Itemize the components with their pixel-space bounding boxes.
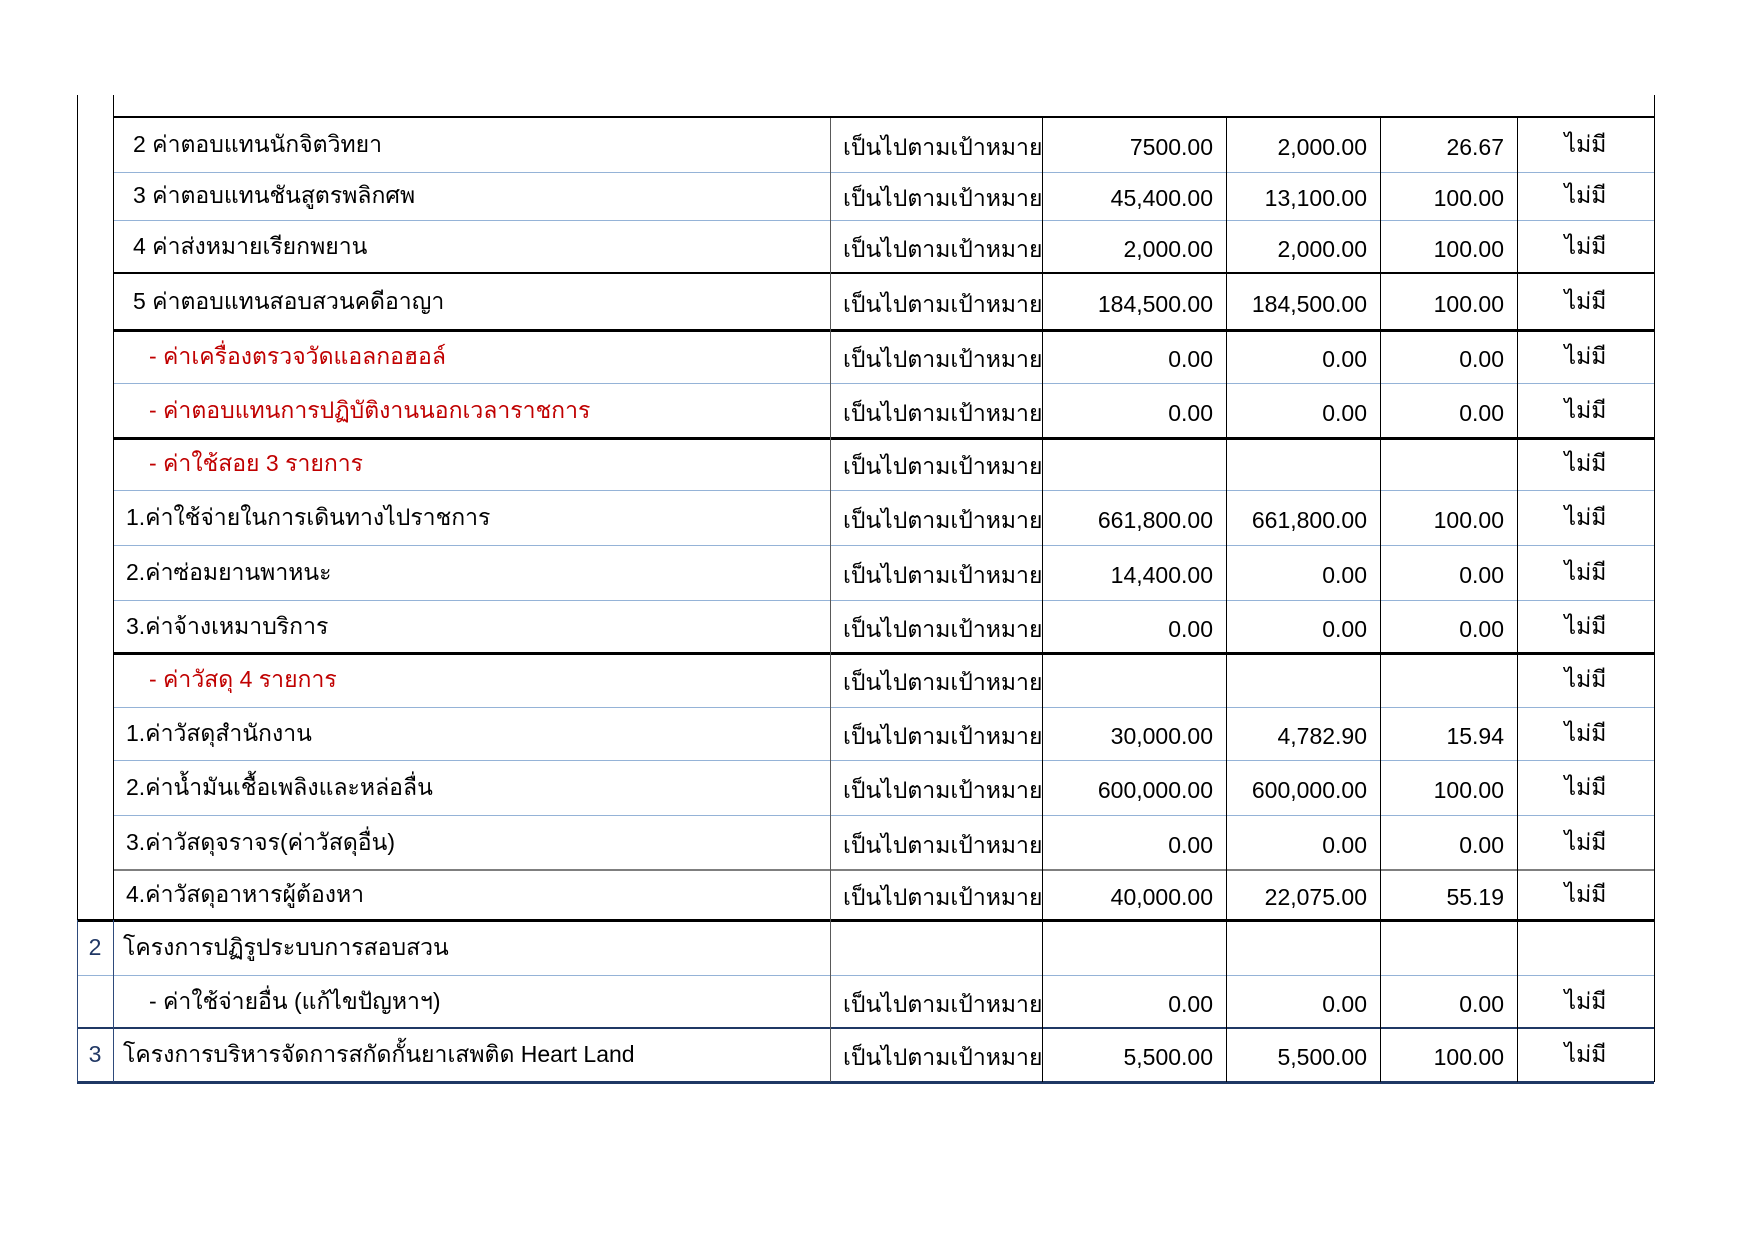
spent-cell: 5,500.00 (1277, 1044, 1367, 1071)
description-cell: - ค่าตอบแทนการปฏิบัติงานนอกเวลาราชการ (149, 396, 591, 423)
row-number-cell (77, 330, 113, 383)
grid-line-h (113, 600, 1654, 601)
description-cell: 2.ค่าน้ำมันเชื้อเพลิงและหล่อลื่น (126, 773, 433, 800)
budget-cell (1042, 920, 1226, 975)
percent-cell: 100.00 (1433, 776, 1504, 803)
note-cell: ไม่มี (1564, 503, 1607, 530)
percent-cell: 100.00 (1433, 1044, 1504, 1071)
grid-line-h (113, 272, 1654, 274)
row-number-cell (77, 118, 113, 172)
description-cell: 2 ค่าตอบแทนนักจิตวิทยา (133, 131, 383, 158)
percent-cell: 55.19 (1446, 884, 1504, 911)
grid-line-h (113, 329, 1654, 332)
spent-cell: 0.00 (1322, 990, 1367, 1017)
row-number-cell (77, 815, 113, 870)
budget-cell: 40,000.00 (1110, 884, 1213, 911)
spent-cell: 0.00 (1322, 831, 1367, 858)
spent-cell: 600,000.00 (1251, 776, 1367, 803)
status-cell: เป็นไปตามเป้าหมาย (843, 776, 1043, 803)
description-cell: 2.ค่าซ่อมยานพาหนะ (126, 558, 332, 585)
row-number-cell (77, 975, 113, 1028)
budget-cell: 0.00 (1168, 399, 1213, 426)
grid-line-h (113, 815, 1654, 816)
percent-cell (1380, 653, 1517, 707)
grid-line-h (113, 869, 1654, 871)
grid-line-h (113, 437, 1654, 440)
percent-cell: 0.00 (1459, 831, 1504, 858)
row-number-cell (77, 653, 113, 707)
percent-cell: 0.00 (1459, 399, 1504, 426)
row-number-cell (77, 600, 113, 653)
budget-cell: 0.00 (1168, 831, 1213, 858)
description-cell: โครงการบริหารจัดการสกัดกั้นยาเสพติด Heart Land (123, 1041, 635, 1068)
budget-cell: 45,400.00 (1110, 185, 1213, 212)
grid-line-h (113, 707, 1654, 708)
note-cell: ไม่มี (1564, 881, 1607, 908)
row-number-cell (77, 273, 113, 330)
percent-cell: 100.00 (1433, 290, 1504, 317)
budget-cell: 661,800.00 (1097, 506, 1213, 533)
description-cell: 5 ค่าตอบแทนสอบสวนคดีอาญา (133, 287, 445, 314)
percent-cell: 0.00 (1459, 990, 1504, 1017)
spent-cell: 0.00 (1322, 399, 1367, 426)
description-cell: 4.ค่าวัสดุอาหารผู้ต้องหา (126, 881, 365, 908)
percent-cell: 0.00 (1459, 345, 1504, 372)
grid-line-h (113, 383, 1654, 384)
row-number-cell: 2 (88, 933, 102, 960)
budget-cell (1042, 653, 1226, 707)
row-number-cell (77, 438, 113, 490)
status-cell: เป็นไปตามเป้าหมาย (843, 399, 1043, 426)
status-cell: เป็นไปตามเป้าหมาย (843, 561, 1043, 588)
grid-line-h (77, 919, 1654, 922)
spent-cell (1226, 653, 1380, 707)
percent-cell: 100.00 (1433, 506, 1504, 533)
budget-cell: 0.00 (1168, 990, 1213, 1017)
status-cell: เป็นไปตามเป้าหมาย (843, 235, 1043, 262)
percent-cell: 15.94 (1446, 722, 1504, 749)
grid-line-h (77, 975, 1654, 976)
row-number-cell (77, 220, 113, 273)
status-cell: เป็นไปตามเป้าหมาย (843, 884, 1043, 911)
note-cell: ไม่มี (1564, 558, 1607, 585)
percent-cell: 100.00 (1433, 185, 1504, 212)
note-cell: ไม่มี (1564, 450, 1607, 477)
row-number-cell: 3 (88, 1041, 102, 1068)
status-cell: เป็นไปตามเป้าหมาย (843, 185, 1043, 212)
grid-line-v (1042, 118, 1043, 1082)
status-cell: เป็นไปตามเป้าหมาย (843, 134, 1043, 161)
spent-cell: 184,500.00 (1251, 290, 1367, 317)
percent-cell: 0.00 (1459, 615, 1504, 642)
grid-line-v (1517, 118, 1518, 1082)
percent-cell: 100.00 (1433, 235, 1504, 262)
grid-line-v (113, 95, 114, 920)
note-cell (1517, 920, 1654, 975)
spent-cell (1226, 920, 1380, 975)
row-number-cell (77, 545, 113, 600)
note-cell: ไม่มี (1564, 131, 1607, 158)
note-cell: ไม่มี (1564, 612, 1607, 639)
note-cell: ไม่มี (1564, 182, 1607, 209)
budget-cell: 14,400.00 (1110, 561, 1213, 588)
row-number-cell (77, 707, 113, 760)
grid-line-h (77, 1081, 1654, 1084)
row-number-cell (77, 383, 113, 438)
spent-cell: 2,000.00 (1277, 235, 1367, 262)
budget-cell: 2,000.00 (1123, 235, 1213, 262)
description-cell: 3 ค่าตอบแทนชันสูตรพลิกศพ (133, 182, 416, 209)
row-number-cell (77, 870, 113, 920)
spent-cell: 4,782.90 (1277, 722, 1367, 749)
spent-cell (1226, 438, 1380, 490)
spent-cell: 22,075.00 (1264, 884, 1367, 911)
grid-line-v (113, 920, 114, 1082)
note-cell: ไม่มี (1564, 666, 1607, 693)
grid-line-h (113, 172, 1654, 173)
row-number-cell (77, 490, 113, 545)
budget-cell: 5,500.00 (1123, 1044, 1213, 1071)
status-cell: เป็นไปตามเป้าหมาย (843, 290, 1043, 317)
description-cell: - ค่าใช้จ่ายอื่น (แก้ไขปัญหาฯ) (149, 987, 441, 1014)
budget-cell (1042, 438, 1226, 490)
grid-line-v (1226, 118, 1227, 1082)
description-cell: 3.ค่าวัสดุจราจร(ค่าวัสดุอื่น) (126, 828, 395, 855)
budget-cell: 30,000.00 (1110, 722, 1213, 749)
grid-line-v (1380, 118, 1381, 1082)
grid-line-h (77, 1027, 1654, 1029)
status-cell: เป็นไปตามเป้าหมาย (843, 990, 1043, 1017)
status-cell: เป็นไปตามเป้าหมาย (843, 831, 1043, 858)
grid-line-h (113, 652, 1654, 655)
status-cell: เป็นไปตามเป้าหมาย (843, 345, 1043, 372)
status-cell: เป็นไปตามเป้าหมาย (843, 1044, 1043, 1071)
grid-line-v (77, 95, 78, 920)
note-cell: ไม่มี (1564, 719, 1607, 746)
description-cell: 1.ค่าวัสดุสำนักงาน (126, 719, 312, 746)
note-cell: ไม่มี (1564, 396, 1607, 423)
grid-line-h (113, 116, 1654, 118)
grid-line-v (77, 920, 78, 1082)
note-cell: ไม่มี (1564, 1041, 1607, 1068)
spent-cell: 0.00 (1322, 615, 1367, 642)
status-cell: เป็นไปตามเป้าหมาย (843, 506, 1043, 533)
note-cell: ไม่มี (1564, 232, 1607, 259)
grid-line-h (113, 545, 1654, 546)
spent-cell: 0.00 (1322, 561, 1367, 588)
description-cell: โครงการปฏิรูประบบการสอบสวน (123, 933, 449, 960)
budget-cell: 184,500.00 (1097, 290, 1213, 317)
budget-cell: 7500.00 (1129, 134, 1213, 161)
percent-cell (1380, 438, 1517, 490)
note-cell: ไม่มี (1564, 828, 1607, 855)
description-cell: - ค่าใช้สอย 3 รายการ (149, 450, 364, 477)
budget-cell: 0.00 (1168, 345, 1213, 372)
spent-cell: 661,800.00 (1251, 506, 1367, 533)
status-cell (830, 920, 1042, 975)
note-cell: ไม่มี (1564, 987, 1607, 1014)
description-cell: 4 ค่าส่งหมายเรียกพยาน (133, 232, 368, 259)
note-cell: ไม่มี (1564, 773, 1607, 800)
status-cell: เป็นไปตามเป้าหมาย (843, 669, 1043, 696)
budget-cell: 0.00 (1168, 615, 1213, 642)
grid-line-h (113, 760, 1654, 761)
description-cell: 1.ค่าใช้จ่ายในการเดินทางไปราชการ (126, 503, 491, 530)
status-cell: เป็นไปตามเป้าหมาย (843, 615, 1043, 642)
note-cell: ไม่มี (1564, 342, 1607, 369)
status-cell: เป็นไปตามเป้าหมาย (843, 722, 1043, 749)
description-cell: 3.ค่าจ้างเหมาบริการ (126, 612, 329, 639)
percent-cell: 0.00 (1459, 561, 1504, 588)
grid-line-h (113, 490, 1654, 491)
percent-cell (1380, 920, 1517, 975)
spent-cell: 0.00 (1322, 345, 1367, 372)
status-cell: เป็นไปตามเป้าหมาย (843, 453, 1043, 480)
grid-line-v (1654, 95, 1655, 1082)
row-number-cell (77, 172, 113, 220)
grid-line-v (830, 118, 831, 1082)
budget-cell: 600,000.00 (1097, 776, 1213, 803)
grid-line-h (113, 220, 1654, 221)
spent-cell: 13,100.00 (1264, 185, 1367, 212)
percent-cell: 26.67 (1446, 134, 1504, 161)
note-cell: ไม่มี (1564, 287, 1607, 314)
row-number-cell (77, 760, 113, 815)
description-cell: - ค่าวัสดุ 4 รายการ (149, 666, 337, 693)
spent-cell: 2,000.00 (1277, 134, 1367, 161)
description-cell: - ค่าเครื่องตรวจวัดแอลกอฮอล์ (149, 342, 446, 369)
